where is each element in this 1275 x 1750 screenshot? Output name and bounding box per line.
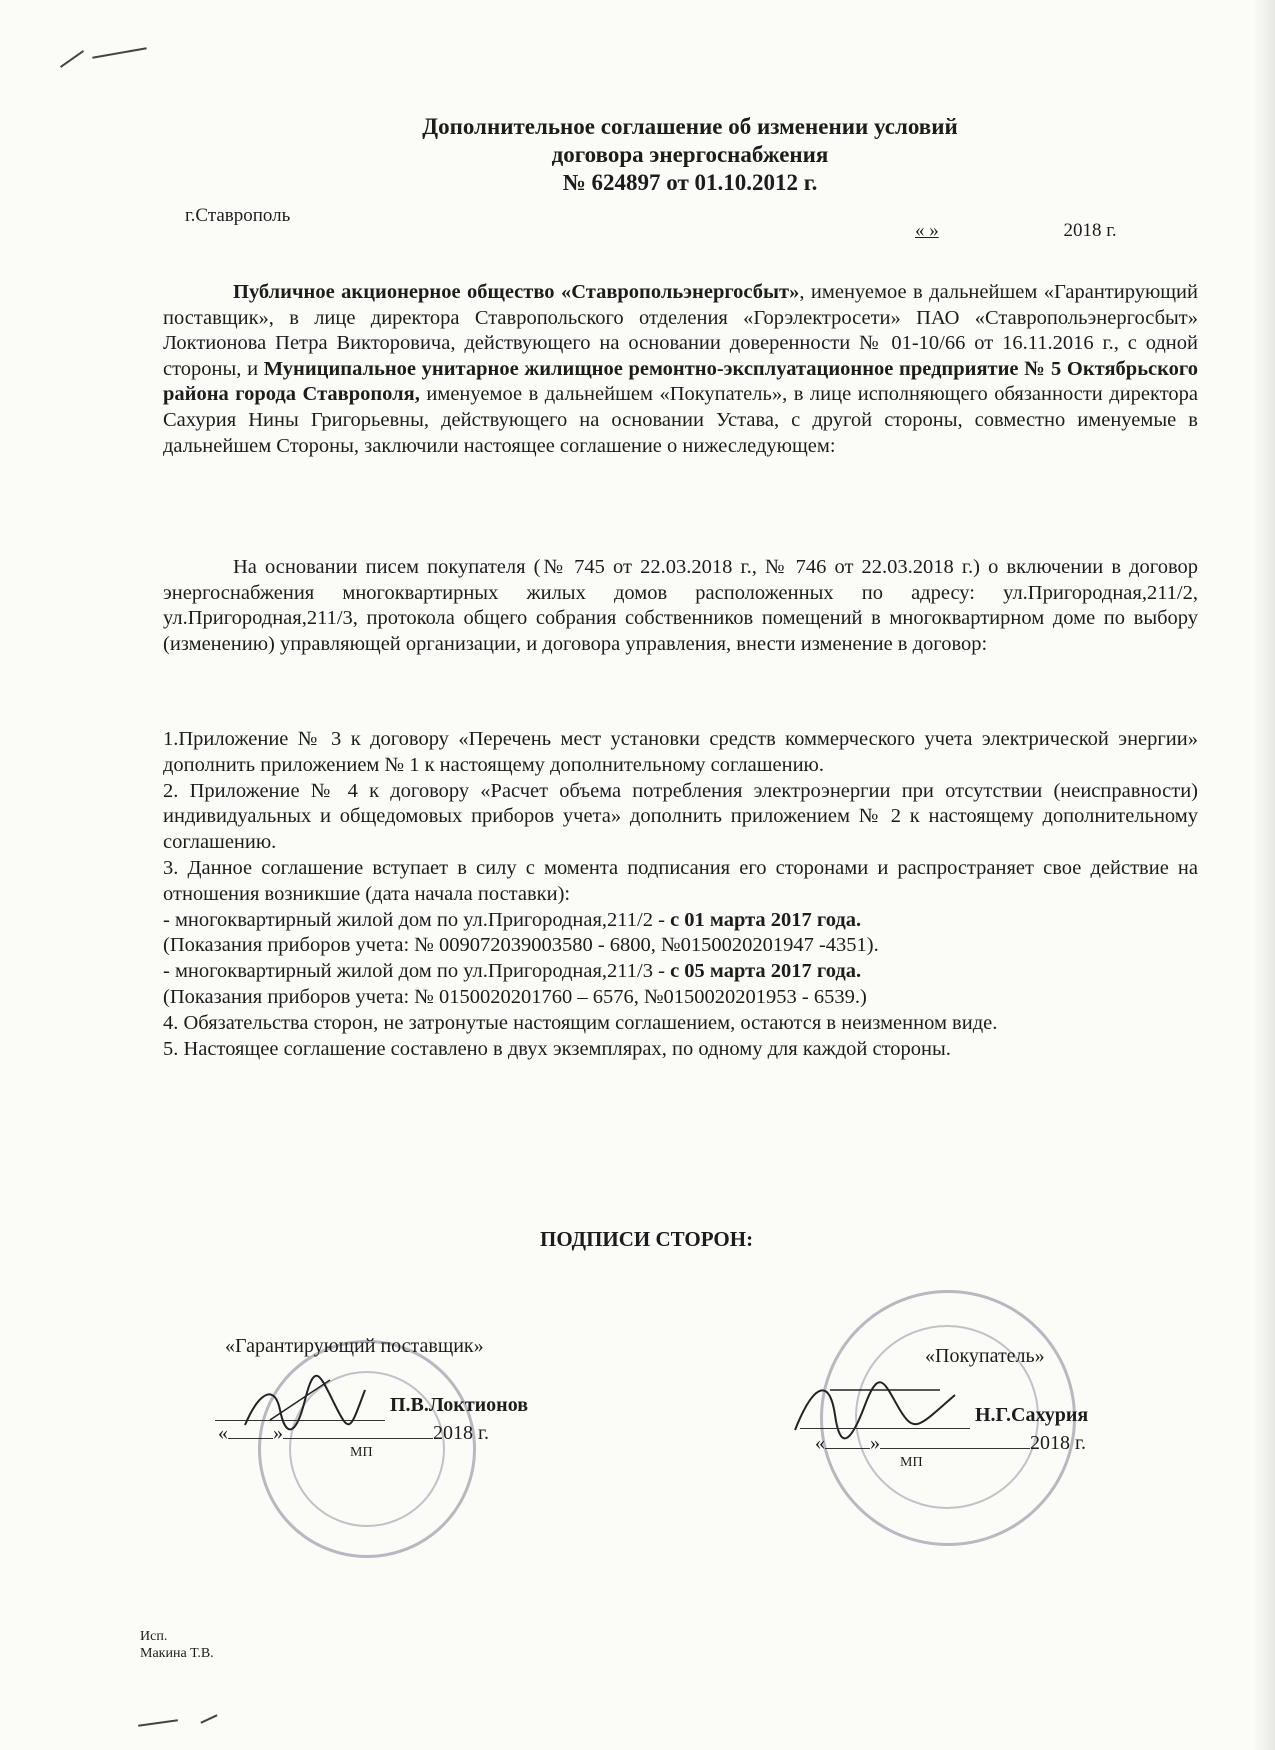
date-fill [228,1438,273,1439]
seller-signer: П.В.Локтионов [390,1394,528,1416]
date-blank: « » [915,220,939,241]
scan-mark [92,47,147,59]
signatures-heading: ПОДПИСИ СТОРОН: [540,1227,754,1251]
basis-paragraph [163,555,1198,657]
meters-1: (Показания приборов учета: № 009072039003580 - 6800, №0150020201947 -4351). [163,934,879,957]
executor-label: Исп. [140,1629,168,1644]
house-2 [163,959,1198,985]
meters-2: (Показания приборов учета: № 0150020201760 – 6576, №0150020201953 - 6539.) [163,985,867,1008]
buyer-text: именуемое в дальнейшем «Покупатель», в лице исполняющего обязанности директора Сахурия Нины Григорьевны, действующего на основании Устава, с другой стороны, совместно именуемые в дальнейшем Стороны, заключили настоящее соглашение о нижеследующем: [163,383,1198,457]
document-title [230,113,1150,197]
title-line-3: № 624897 от 01.10.2012 г. [562,170,818,195]
agreement-items [163,727,1198,1062]
date-close: » [870,1432,880,1454]
house-2-text: - многоквартирный жилой дом по ул.Пригородная,211/3 - [163,960,671,983]
buyer-year: 2018 г. [1030,1432,1086,1454]
basis-text: На основании писем покупателя (№ 745 от 22.03.2018 г., № 746 от 22.03.2018 г.) о включении в договор энергоснабжения многоквартирных жилых домов расположенных по адресу: ул.Пригородная,211/2, ул.Пригородная,211/3, протокола общего собрания собственников помещений в многоквартирном доме по выбору (изменению) управляющей организации, и договора управления, внести изменение в договор: [163,556,1198,655]
date-open: « [218,1422,228,1444]
date-open: « [815,1432,825,1454]
scan-mark [138,1719,178,1727]
date-fill [283,1438,433,1439]
buyer-signature-line [800,1428,970,1429]
title-line-2: договора энергоснабжения [551,142,829,167]
date-year: 2018 г. [1063,220,1117,241]
scan-mark [60,50,84,68]
intro-paragraph [163,280,1198,459]
seller-text: , именуемое в дальнейшем «Гарантирующий поставщик», в лице директора Ставропольского отделения «Горэлектросети» ПАО «Ставропольэнергосбыт» Локтионова Петра Викторовича, действующего на основании доверенности № 01-10/66 от 16.11.2016 г., с одной стороны, и [163,281,1198,380]
item-5: 5. Настоящее соглашение составлено в двух экземплярах, по одному для каждой стороны. [163,1037,951,1060]
item-4: 4. Обязательства сторон, не затронутые настоящим соглашением, остаются в неизменном виде. [163,1011,998,1034]
item-1: 1.Приложение № 3 к договору «Перечень мест установки средств коммерческого учета электрической энергии» дополнить приложением № 1 к настоящему дополнительному соглашению. [163,728,1198,776]
seller-role: «Гарантирующий поставщик» [225,1335,484,1357]
item-3: 3. Данное соглашение вступает в силу с момента подписания его сторонами и распространяет свое действие на отношения возникшие (дата начала поставки): [163,856,1198,905]
item-2: 2. Приложение № 4 к договору «Расчет объема потребления электроэнергии при отсутствии (неисправности) индивидуальных и общедомовых приборов учета» дополнить приложением № 2 к настоящему дополнительному соглашению. [163,779,1198,854]
house-1-date: с 01 марта 2017 года. [670,908,862,931]
seller-seal-label: МП [350,1445,373,1460]
document-date [915,220,1117,242]
scan-edge-shadow [1253,0,1275,1750]
date-fill [880,1448,1030,1449]
house-1 [163,908,1198,934]
city: г.Ставрополь [185,205,291,226]
executor-name: Макина Т.В. [140,1646,214,1661]
buyer-signer: Н.Г.Сахурия [975,1404,1089,1426]
seller-date [218,1422,489,1445]
scan-mark [200,1714,217,1723]
buyer-date [815,1432,1086,1455]
executor-note [140,1628,214,1662]
date-close: » [273,1422,283,1444]
buyer-name: Муниципальное унитарное жилищное ремонтно-эксплуатационное предприятие № 5 Октябрьского района города Ставрополя, [163,357,1198,406]
title-line-1: Дополнительное соглашение об изменении условий [422,114,958,139]
buyer-seal-label: МП [900,1455,923,1470]
date-fill [825,1448,870,1449]
seller-name: Публичное акционерное общество «Ставропольэнергосбыт» [233,281,800,303]
buyer-role: «Покупатель» [925,1345,1045,1367]
house-2-date: с 05 марта 2017 года. [670,960,862,983]
seller-year: 2018 г. [433,1422,489,1444]
house-1-text: - многоквартирный жилой дом по ул.Пригородная,211/2 - [163,908,671,931]
